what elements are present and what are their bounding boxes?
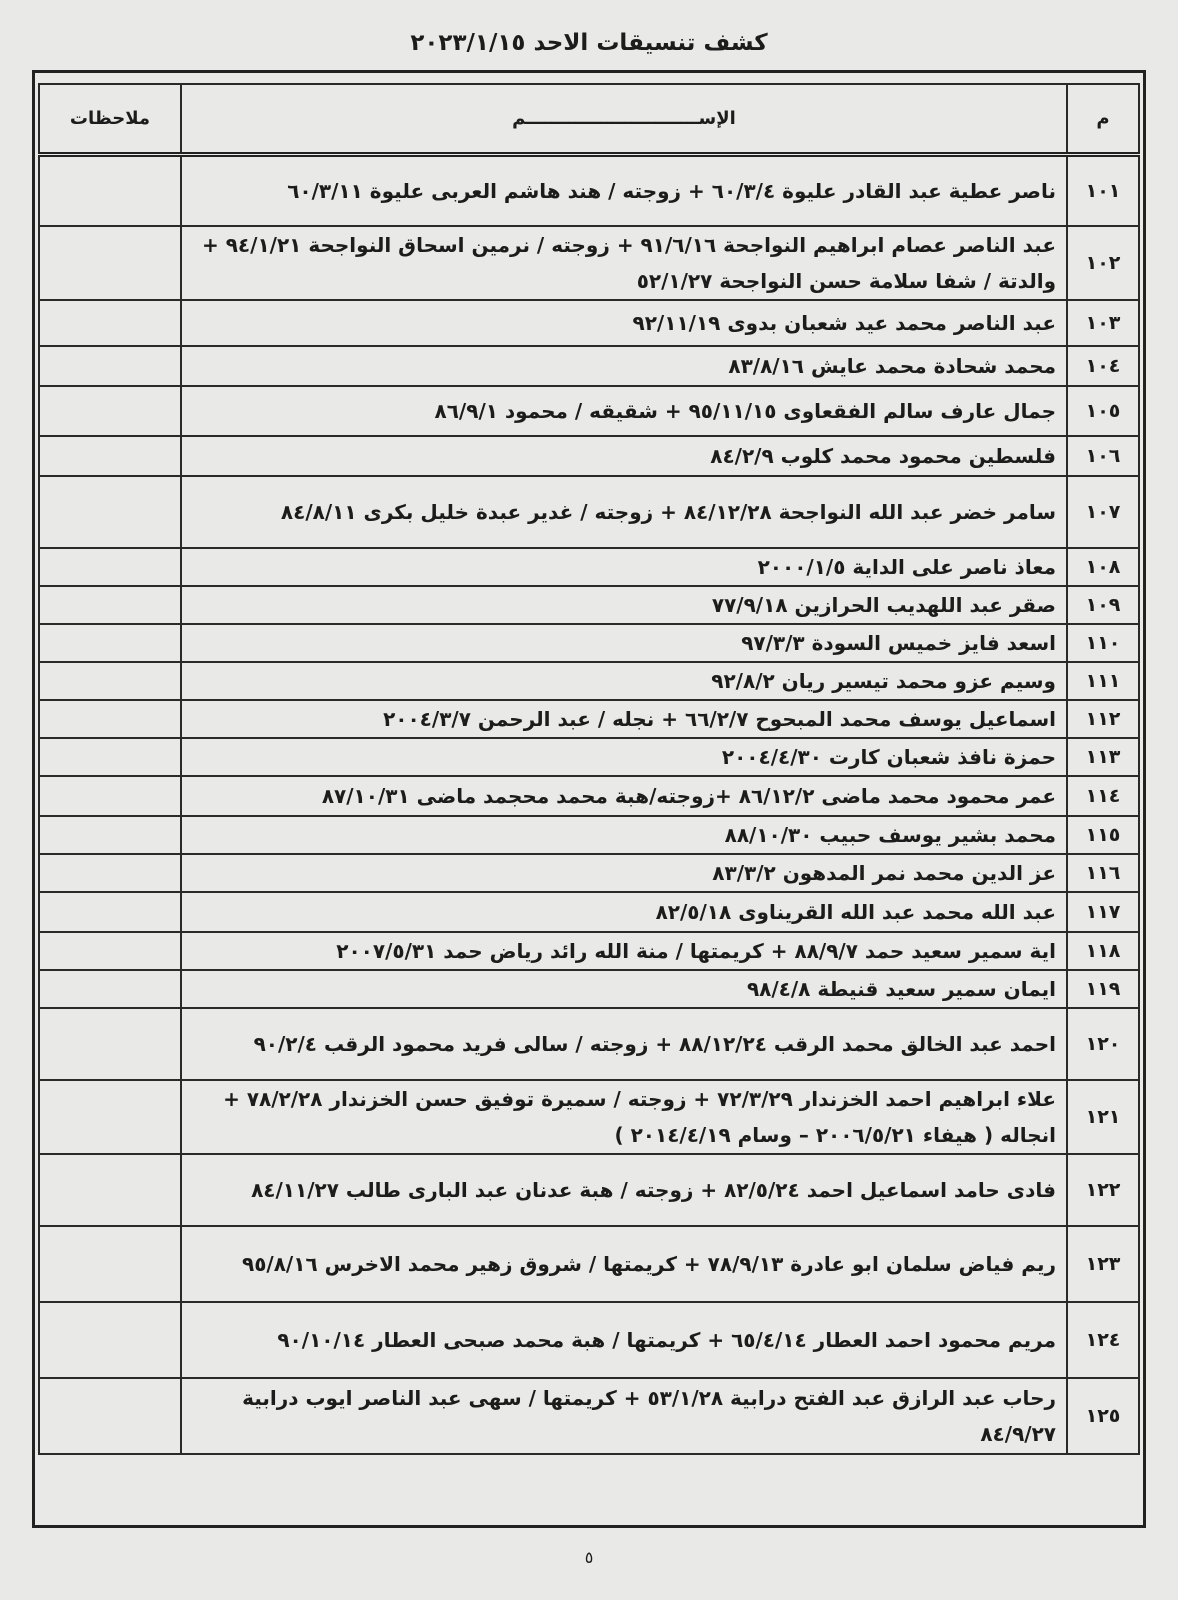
row-notes: [39, 154, 181, 226]
page-number: ٥: [584, 1548, 594, 1567]
roster-sheet: [32, 70, 1146, 1528]
row-notes: [39, 226, 181, 300]
row-name: محمد شحادة محمد عايش ٨٣/٨/١٦: [181, 346, 1067, 386]
row-name: اية سمير سعيد حمد ٨٨/٩/٧ + كريمتها / منة الله رائد رياض حمد ٢٠٠٧/٥/٣١: [181, 932, 1067, 970]
table-header-row: [39, 84, 1139, 154]
row-notes: [39, 624, 181, 662]
row-number: ١٢٢: [1067, 1154, 1139, 1226]
row-number: ١١٦: [1067, 854, 1139, 892]
row-notes: [39, 738, 181, 776]
row-number: ١١٨: [1067, 932, 1139, 970]
row-number: ١٠٩: [1067, 586, 1139, 624]
row-notes: [39, 892, 181, 932]
table-row: [39, 1154, 1139, 1226]
header-number: م: [1067, 84, 1139, 154]
row-number: ١١٣: [1067, 738, 1139, 776]
table-row: [39, 226, 1139, 300]
table-row: [39, 1378, 1139, 1454]
row-notes: [39, 932, 181, 970]
row-number: ١٠٥: [1067, 386, 1139, 436]
row-notes: [39, 586, 181, 624]
page-title: كشف تنسيقات الاحد ٢٠٢٣/١/١٥: [410, 30, 768, 56]
row-number: ١٠٧: [1067, 476, 1139, 548]
row-number: ١٠٤: [1067, 346, 1139, 386]
row-number: ١٢٣: [1067, 1226, 1139, 1302]
row-number: ١١١: [1067, 662, 1139, 700]
row-number: ١٠٢: [1067, 226, 1139, 300]
row-notes: [39, 436, 181, 476]
row-name: حمزة نافذ شعبان كارت ٢٠٠٤/٤/٣٠: [181, 738, 1067, 776]
table-row: [39, 970, 1139, 1008]
table-row: [39, 892, 1139, 932]
row-number: ١١٤: [1067, 776, 1139, 816]
table-row: [39, 1226, 1139, 1302]
row-number: ١١٠: [1067, 624, 1139, 662]
table-row: [39, 154, 1139, 226]
row-number: ١٠٣: [1067, 300, 1139, 346]
roster-body: [39, 154, 1139, 1454]
row-name: فادى حامد اسماعيل احمد ٨٢/٥/٢٤ + زوجته / هبة عدنان عبد البارى طالب ٨٤/١١/٢٧: [181, 1154, 1067, 1226]
table-row: [39, 1302, 1139, 1378]
table-row: [39, 700, 1139, 738]
row-name: عبد الناصر محمد عيد شعبان بدوى ٩٢/١١/١٩: [181, 300, 1067, 346]
row-notes: [39, 1226, 181, 1302]
table-row: [39, 662, 1139, 700]
row-notes: [39, 300, 181, 346]
row-name: سامر خضر عبد الله النواجحة ٨٤/١٢/٢٨ + زوجته / غدير عبدة خليل بكرى ٨٤/٨/١١: [181, 476, 1067, 548]
row-number: ١٠٦: [1067, 436, 1139, 476]
row-number: ١٠١: [1067, 154, 1139, 226]
table-row: [39, 624, 1139, 662]
table-row: [39, 932, 1139, 970]
roster-table: [38, 83, 1140, 1455]
row-name: وسيم عزو محمد تيسير ريان ٩٢/٨/٢: [181, 662, 1067, 700]
row-name: فلسطين محمود محمد كلوب ٨٤/٢/٩: [181, 436, 1067, 476]
table-row: [39, 1080, 1139, 1154]
row-number: ١١٩: [1067, 970, 1139, 1008]
row-notes: [39, 816, 181, 854]
row-name: عمر محمود محمد ماضى ٨٦/١٢/٢ +زوجته/هبة محمد محجمد ماضى ٨٧/١٠/٣١: [181, 776, 1067, 816]
row-name: صقر عبد اللهديب الحرازين ٧٧/٩/١٨: [181, 586, 1067, 624]
row-number: ١٠٨: [1067, 548, 1139, 586]
row-number: ١٢٥: [1067, 1378, 1139, 1454]
row-notes: [39, 854, 181, 892]
table-row: [39, 386, 1139, 436]
row-name: ايمان سمير سعيد قنيطة ٩٨/٤/٨: [181, 970, 1067, 1008]
row-notes: [39, 476, 181, 548]
table-row: [39, 776, 1139, 816]
table-row: [39, 816, 1139, 854]
row-name: جمال عارف سالم الفقعاوى ٩٥/١١/١٥ + شقيقه / محمود ٨٦/٩/١: [181, 386, 1067, 436]
row-notes: [39, 662, 181, 700]
header-notes: ملاحظات: [39, 84, 181, 154]
row-name: علاء ابراهيم احمد الخزندار ٧٢/٣/٢٩ + زوجته / سميرة توفيق حسن الخزندار ٧٨/٢/٢٨ + انجاله ( هيفاء ٢٠٠٦/٥/٢١ – وسام ٢٠١٤/٤/١٩ ): [181, 1080, 1067, 1154]
row-name: ريم فياض سلمان ابو عادرة ٧٨/٩/١٣ + كريمتها / شروق زهير محمد الاخرس ٩٥/٨/١٦: [181, 1226, 1067, 1302]
row-name: مريم محمود احمد العطار ٦٥/٤/١٤ + كريمتها / هبة محمد صبحى العطار ٩٠/١٠/١٤: [181, 1302, 1067, 1378]
row-number: ١٢٠: [1067, 1008, 1139, 1080]
table-row: [39, 300, 1139, 346]
table-row: [39, 586, 1139, 624]
row-name: رحاب عبد الرازق عبد الفتح درابية ٥٣/١/٢٨ + كريمتها / سهى عبد الناصر ايوب درابية ٨٤/٩/٢٧: [181, 1378, 1067, 1454]
row-notes: [39, 1154, 181, 1226]
row-name: عبد الناصر عصام ابراهيم النواجحة ٩١/٦/١٦ + زوجته / نرمين اسحاق النواجحة ٩٤/١/٢١ + والدتة / شفا سلامة حسن النواجحة ٥٢/١/٢٧: [181, 226, 1067, 300]
table-row: [39, 1008, 1139, 1080]
table-row: [39, 476, 1139, 548]
row-name: معاذ ناصر على الداية ٢٠٠٠/١/٥: [181, 548, 1067, 586]
row-name: احمد عبد الخالق محمد الرقب ٨٨/١٢/٢٤ + زوجته / سالى فريد محمود الرقب ٩٠/٢/٤: [181, 1008, 1067, 1080]
row-name: عز الدين محمد نمر المدهون ٨٣/٣/٢: [181, 854, 1067, 892]
table-row: [39, 854, 1139, 892]
row-notes: [39, 700, 181, 738]
row-number: ١٢١: [1067, 1080, 1139, 1154]
table-row: [39, 436, 1139, 476]
table-row: [39, 548, 1139, 586]
row-number: ١١٧: [1067, 892, 1139, 932]
row-notes: [39, 776, 181, 816]
row-notes: [39, 386, 181, 436]
row-notes: [39, 970, 181, 1008]
row-name: عبد الله محمد عبد الله القريناوى ٨٢/٥/١٨: [181, 892, 1067, 932]
row-name: اسعد فايز خميس السودة ٩٧/٣/٣: [181, 624, 1067, 662]
row-number: ١٢٤: [1067, 1302, 1139, 1378]
row-notes: [39, 548, 181, 586]
row-notes: [39, 1302, 181, 1378]
row-notes: [39, 1378, 181, 1454]
row-name: اسماعيل يوسف محمد المبحوح ٦٦/٢/٧ + نجله / عبد الرحمن ٢٠٠٤/٣/٧: [181, 700, 1067, 738]
row-notes: [39, 1008, 181, 1080]
row-name: محمد بشير يوسف حبيب ٨٨/١٠/٣٠: [181, 816, 1067, 854]
row-number: ١١٥: [1067, 816, 1139, 854]
row-notes: [39, 346, 181, 386]
row-name: ناصر عطية عبد القادر عليوة ٦٠/٣/٤ + زوجته / هند هاشم العربى عليوة ٦٠/٣/١١: [181, 154, 1067, 226]
row-number: ١١٢: [1067, 700, 1139, 738]
row-notes: [39, 1080, 181, 1154]
header-name: الإســــــــــــــــــــــــــــم: [181, 84, 1067, 154]
table-row: [39, 346, 1139, 386]
table-row: [39, 738, 1139, 776]
